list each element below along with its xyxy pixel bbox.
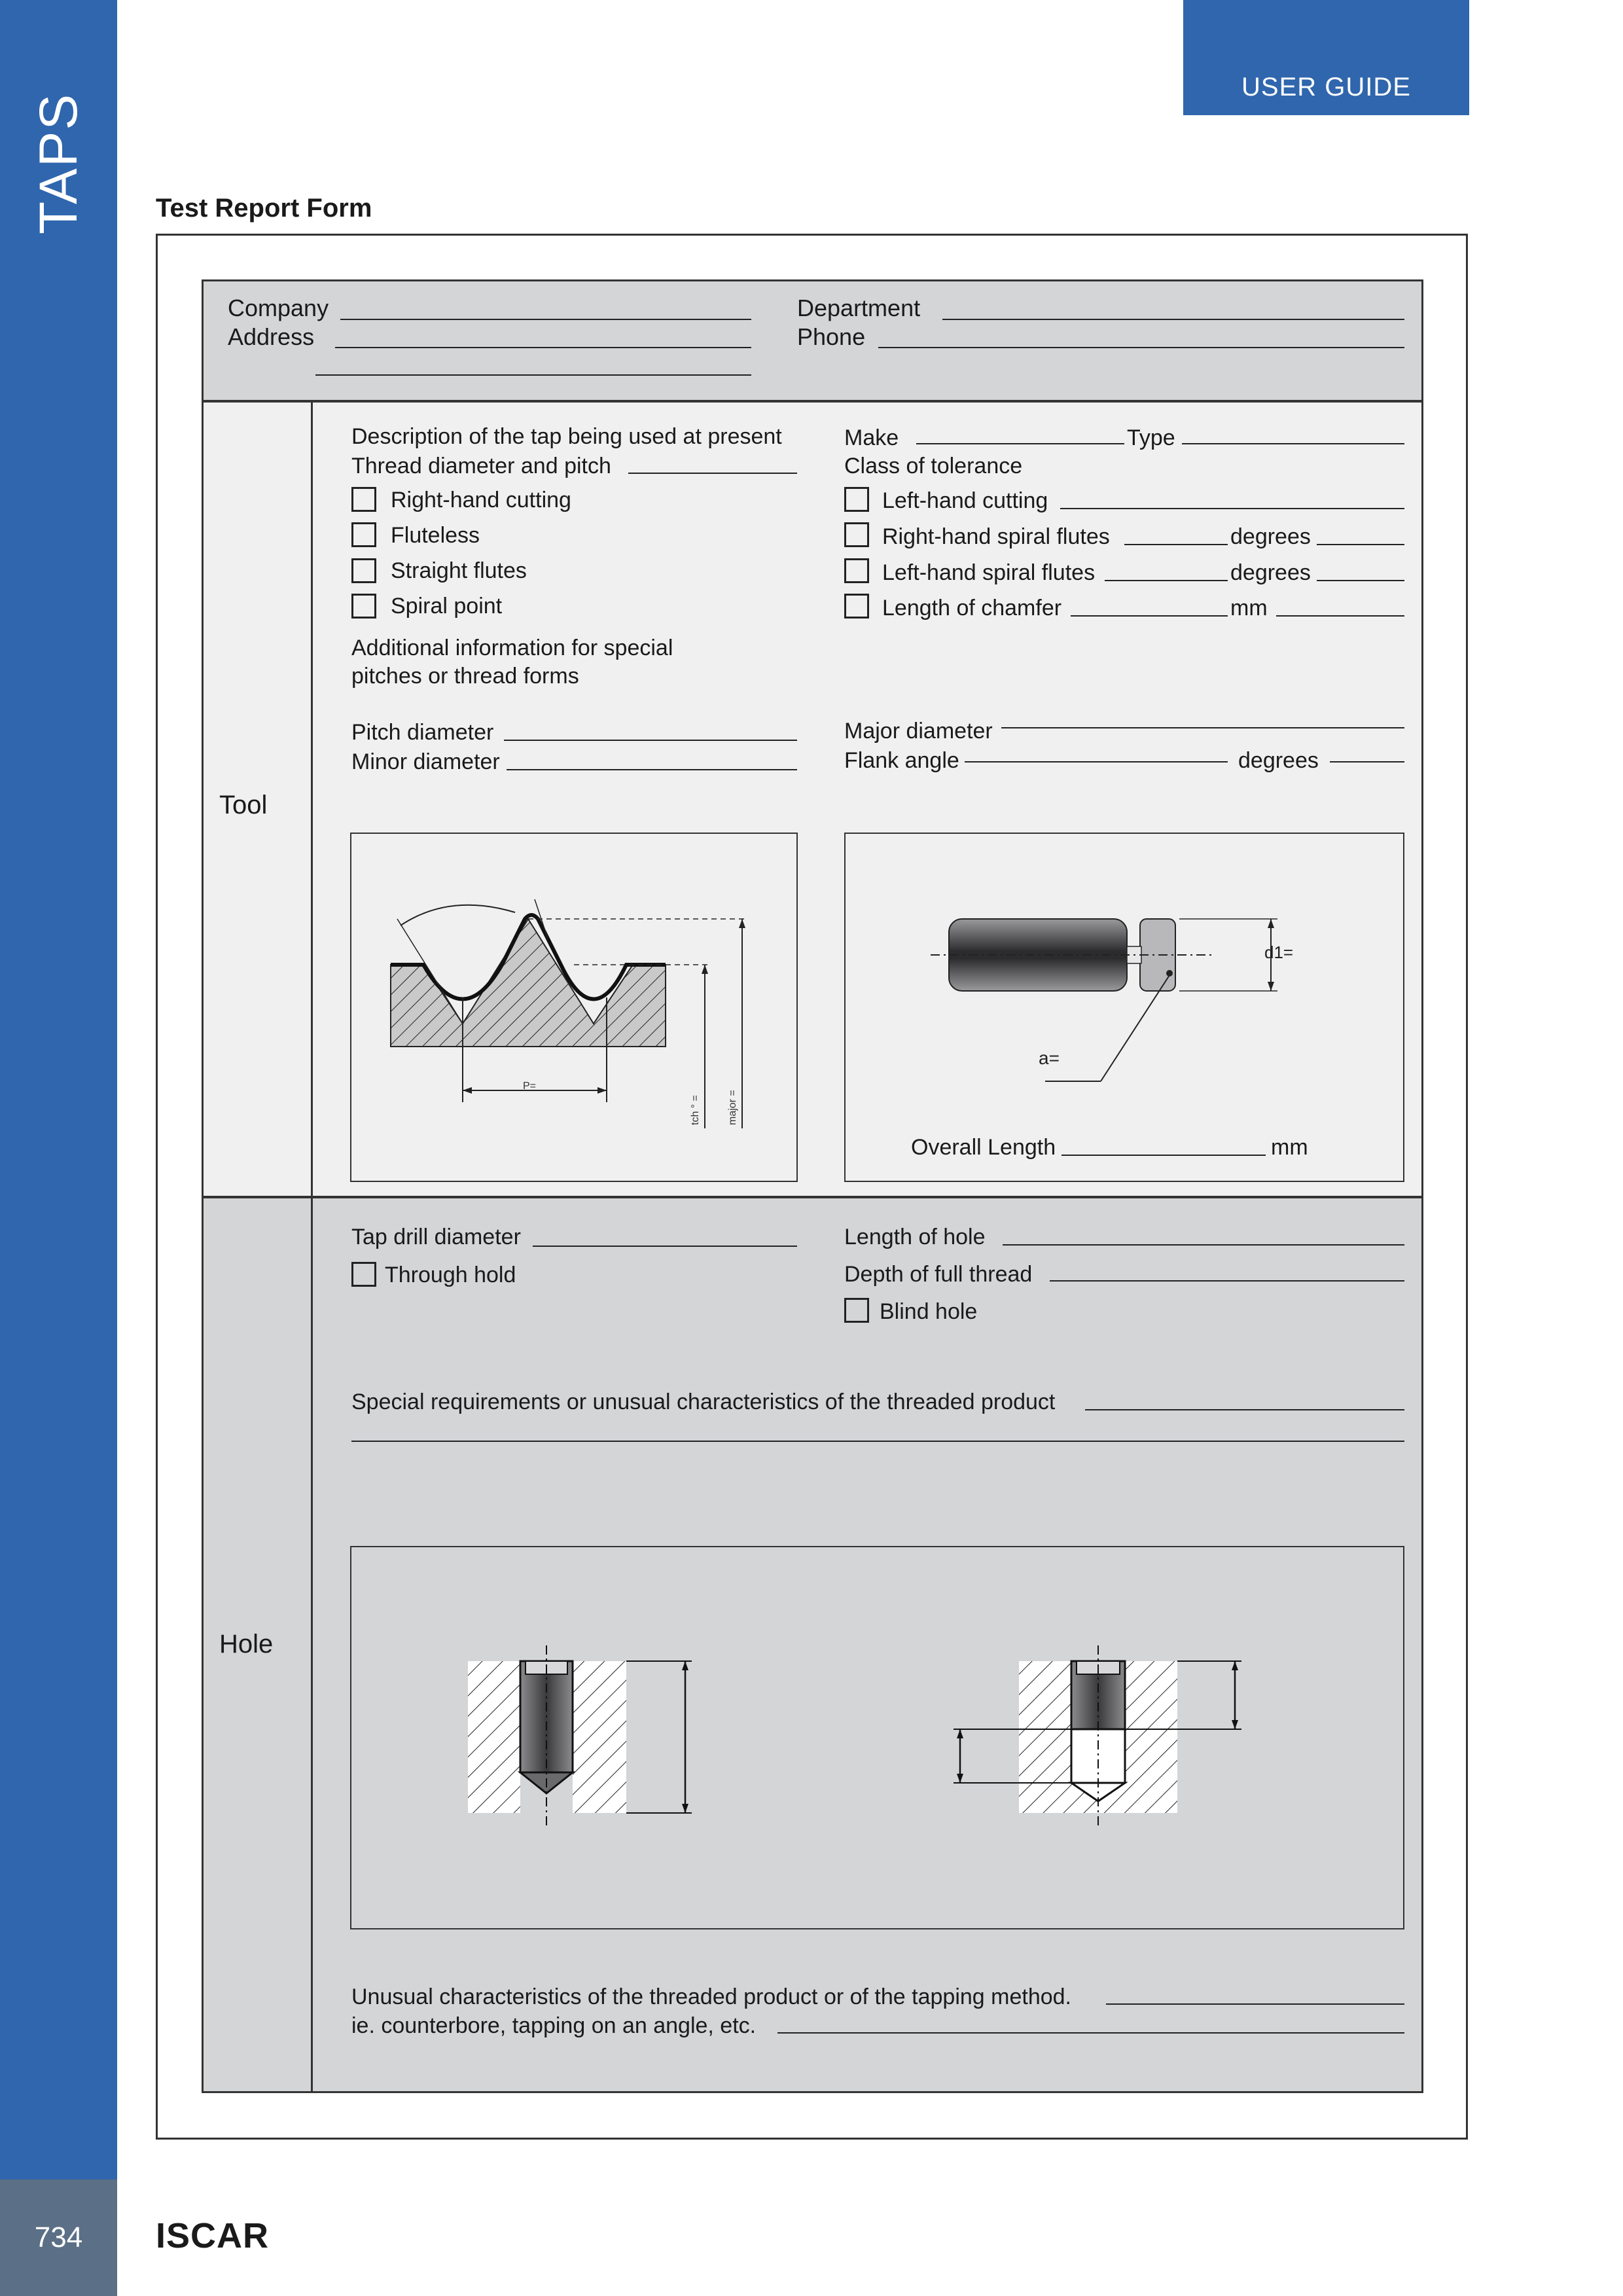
thread-hatched-section xyxy=(391,919,666,1047)
company-field[interactable] xyxy=(340,319,751,320)
chamfer-mm-field[interactable] xyxy=(1276,615,1404,617)
department-field[interactable] xyxy=(942,319,1404,320)
additional-info-line1: Additional information for special xyxy=(351,636,673,660)
right-hand-cutting-label: Right-hand cutting xyxy=(391,488,571,512)
straight-flutes-label: Straight flutes xyxy=(391,558,527,583)
minor-diameter-field[interactable] xyxy=(507,769,797,770)
blind-hole-checkbox[interactable] xyxy=(844,1298,869,1323)
company-label: Company xyxy=(228,295,329,321)
major-figure-label: major = xyxy=(727,1090,738,1125)
spiral-point-label: Spiral point xyxy=(391,594,503,619)
chamfer-checkbox[interactable] xyxy=(844,594,869,619)
make-field[interactable] xyxy=(916,443,1124,444)
lh-spiral-flutes-label: Left-hand spiral flutes xyxy=(882,560,1096,585)
hole-row-label: Hole xyxy=(219,1630,274,1659)
right-hand-cutting-checkbox[interactable] xyxy=(351,487,376,512)
unusual-line1: Unusual characteristics of the threaded product or of the tapping method. xyxy=(351,1984,1071,2009)
overall-length-field[interactable] xyxy=(1061,1155,1266,1156)
rh-spiral-flutes-checkbox[interactable] xyxy=(844,522,869,547)
phone-field[interactable] xyxy=(878,347,1404,348)
rh-spiral-flutes-label: Right-hand spiral flutes xyxy=(882,524,1110,549)
unusual-line2: ie. counterbore, tapping on an angle, etc. xyxy=(351,2013,757,2038)
address-label: Address xyxy=(228,323,315,350)
tool-blank-figure xyxy=(844,833,1404,1182)
length-of-hole-label: Length of hole xyxy=(844,1225,986,1249)
flank-angle-degrees: degrees xyxy=(1238,748,1319,773)
special-requirements-field[interactable] xyxy=(1085,1409,1404,1410)
brand-logo: ISCAR xyxy=(156,2216,270,2255)
chamfer-label: Length of chamfer xyxy=(882,596,1062,620)
unusual-field-1[interactable] xyxy=(1106,2003,1404,2005)
pitch-diameter-field[interactable] xyxy=(504,740,797,741)
overall-length-mm: mm xyxy=(1271,1135,1308,1160)
rh-spiral-flutes-field[interactable] xyxy=(1124,544,1228,545)
left-hand-cutting-checkbox[interactable] xyxy=(844,487,869,512)
thread-profile-figure xyxy=(350,833,798,1182)
through-hole-hatch-right xyxy=(573,1661,626,1813)
depth-label: Depth of full thread xyxy=(844,1262,1033,1287)
overall-length-label: Overall Length xyxy=(911,1135,1056,1160)
tap-drill-label: Tap drill diameter xyxy=(351,1225,521,1249)
major-diameter-label: Major diameter xyxy=(844,719,993,744)
thread-diameter-label: Thread diameter and pitch xyxy=(351,454,611,478)
chamfer-field[interactable] xyxy=(1071,615,1228,617)
spiral-point-checkbox[interactable] xyxy=(351,594,376,619)
chamfer-mm: mm xyxy=(1230,596,1268,620)
row-label-divider xyxy=(311,401,313,2093)
through-hold-checkbox[interactable] xyxy=(351,1262,376,1287)
hole-types-figure xyxy=(350,1546,1404,1929)
rh-spiral-degrees-field[interactable] xyxy=(1317,544,1404,545)
tap-drill-field[interactable] xyxy=(533,1246,797,1247)
lh-spiral-flutes-checkbox[interactable] xyxy=(844,558,869,583)
straight-flutes-checkbox[interactable] xyxy=(351,558,376,583)
special-requirements-label: Special requirements or unusual characteristics of the threaded product xyxy=(351,1390,1056,1414)
a-label: a= xyxy=(1039,1048,1060,1068)
flank-angle-degrees-field[interactable] xyxy=(1330,761,1404,762)
make-label: Make xyxy=(844,425,899,450)
class-of-tolerance-label: Class of tolerance xyxy=(844,454,1023,478)
pitch-diameter-label: Pitch diameter xyxy=(351,720,494,745)
minor-diameter-label: Minor diameter xyxy=(351,749,500,774)
thread-diameter-field[interactable] xyxy=(628,473,797,474)
left-hand-cutting-label: Left-hand cutting xyxy=(882,488,1048,513)
fluteless-checkbox[interactable] xyxy=(351,522,376,547)
major-diameter-field[interactable] xyxy=(1001,727,1404,728)
blind-hole-label: Blind hole xyxy=(880,1299,978,1324)
page-number: 734 xyxy=(0,2179,117,2296)
fluteless-label: Fluteless xyxy=(391,523,480,548)
tool-row-label: Tool xyxy=(219,791,268,819)
type-field[interactable] xyxy=(1182,443,1404,444)
pitch-label: P= xyxy=(523,1081,537,1092)
department-label: Department xyxy=(797,295,921,321)
sidebar-title: TAPS xyxy=(29,92,88,235)
flank-angle-field[interactable] xyxy=(965,761,1228,762)
lh-spiral-flutes-field[interactable] xyxy=(1105,580,1228,581)
lh-spiral-degrees-field[interactable] xyxy=(1317,580,1404,581)
lh-spiral-degrees: degrees xyxy=(1230,560,1311,585)
through-hold-label: Through hold xyxy=(385,1263,516,1287)
address-field[interactable] xyxy=(335,347,751,348)
phone-label: Phone xyxy=(797,323,866,350)
unusual-field-2[interactable] xyxy=(777,2032,1404,2034)
section-tab: USER GUIDE xyxy=(1183,0,1469,115)
description-label: Description of the tap being used at present xyxy=(351,424,782,449)
additional-info-line2: pitches or thread forms xyxy=(351,664,579,689)
type-label: Type xyxy=(1127,425,1175,450)
form-title: Test Report Form xyxy=(156,194,372,223)
d1-label: d1= xyxy=(1264,942,1294,962)
pitch-diameter-figure-label: tch ° = xyxy=(690,1095,701,1125)
length-of-hole-field[interactable] xyxy=(1003,1244,1404,1246)
through-hole-hatch-left xyxy=(468,1661,520,1813)
depth-field[interactable] xyxy=(1050,1280,1404,1282)
sidebar xyxy=(0,0,117,2179)
special-requirements-field-2[interactable] xyxy=(351,1441,1404,1442)
rh-spiral-degrees: degrees xyxy=(1230,524,1311,549)
flank-angle-label: Flank angle xyxy=(844,748,959,773)
address-field-2[interactable] xyxy=(315,374,751,376)
left-hand-cutting-field[interactable] xyxy=(1060,508,1404,509)
